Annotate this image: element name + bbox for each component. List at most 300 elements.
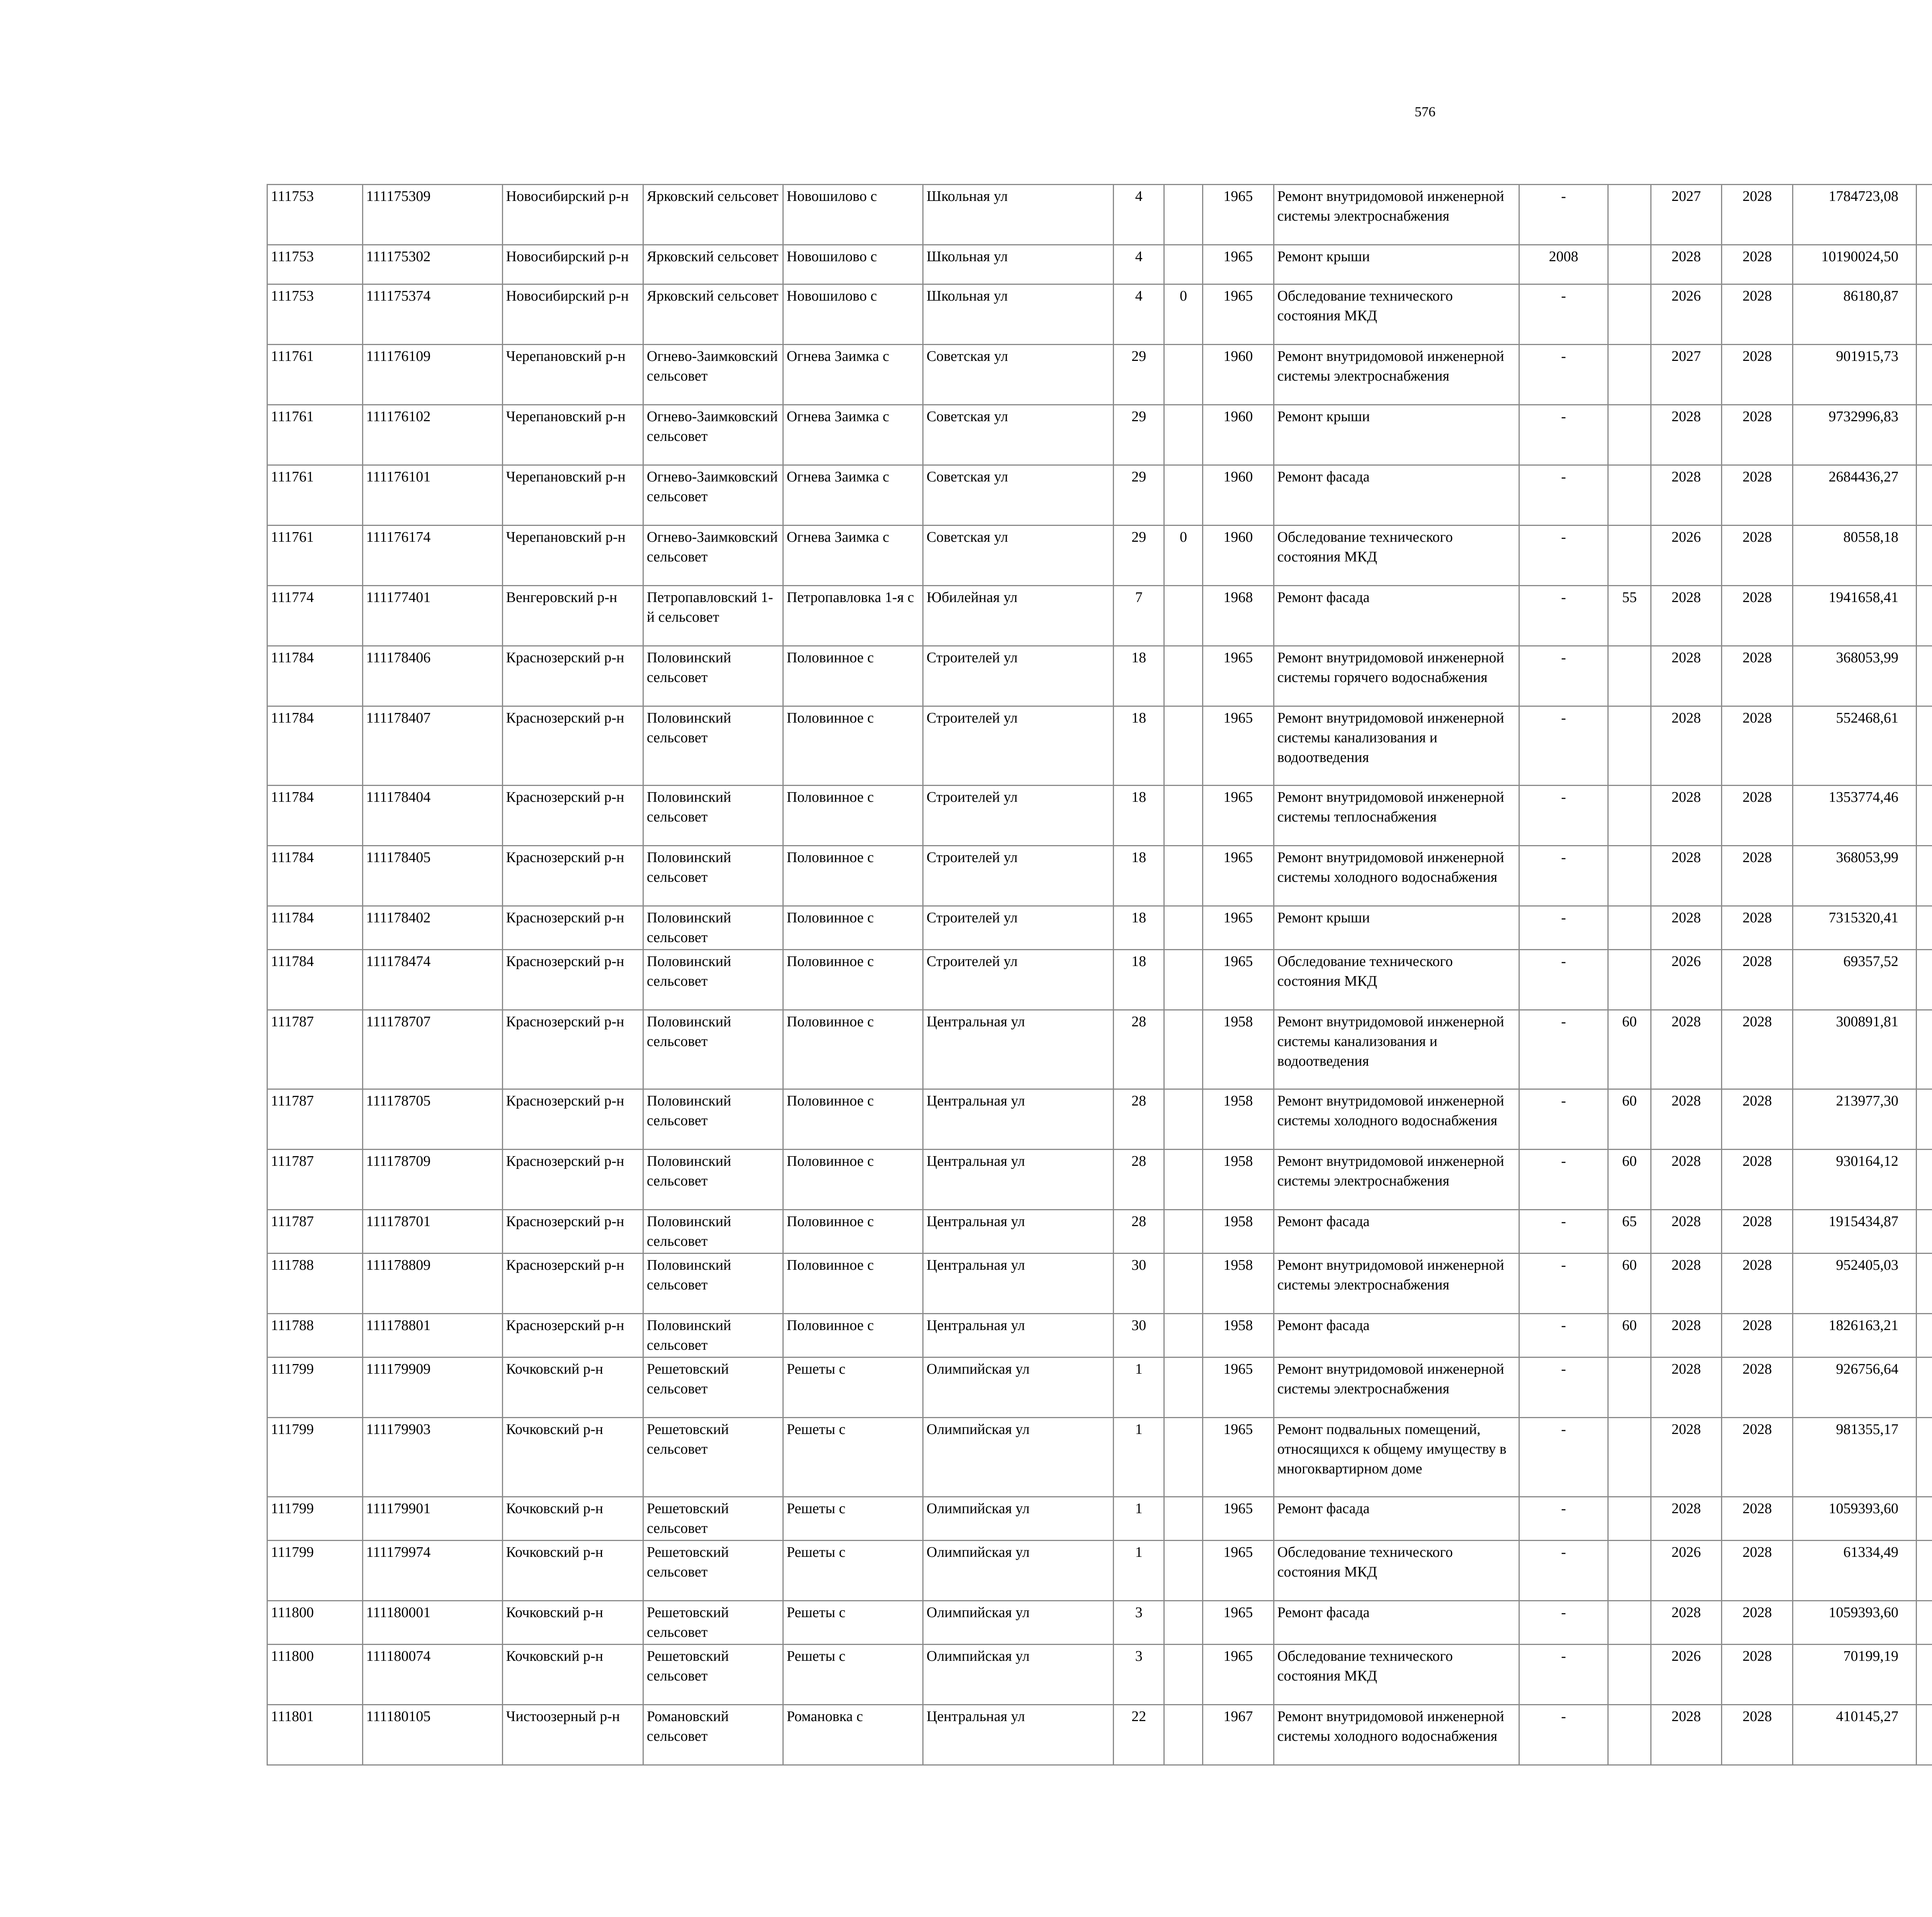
row-id-cell: 111800 xyxy=(267,1645,363,1705)
work-type-cell: Ремонт внутридомовой инженерной системы канализования и водоотведения xyxy=(1274,706,1519,786)
building-cell: 0 xyxy=(1164,526,1203,586)
street-cell: Олимпийская ул xyxy=(923,1357,1113,1418)
work-type-cell: Ремонт фасада xyxy=(1274,586,1519,646)
year-built-cell: 1967 xyxy=(1203,1705,1274,1765)
district-cell: Черепановский р-н xyxy=(502,345,643,405)
row-id-cell: 111774 xyxy=(267,586,363,646)
cell-12-cell xyxy=(1608,706,1651,786)
settlement-cell: Новошилово с xyxy=(783,185,923,245)
year-finish-cell: 2028 xyxy=(1722,465,1793,526)
cost-fund-cell xyxy=(1916,1210,1932,1254)
work-type-cell: Ремонт внутридомовой инженерной системы электроснабжения xyxy=(1274,345,1519,405)
council-cell: Ярковский сельсовет xyxy=(643,245,783,284)
settlement-cell: Половинное с xyxy=(783,1210,923,1254)
year-planned-cell: 2028 xyxy=(1651,1089,1722,1150)
record-id-cell: 111178701 xyxy=(362,1210,502,1254)
year-built-cell: 1968 xyxy=(1203,586,1274,646)
year-finish-cell: 2028 xyxy=(1722,1541,1793,1601)
house-number-cell: 29 xyxy=(1114,526,1164,586)
settlement-cell: Половинное с xyxy=(783,906,923,950)
year-built-cell: 1965 xyxy=(1203,1357,1274,1418)
year-planned-cell: 2028 xyxy=(1651,1314,1722,1357)
street-cell: Центральная ул xyxy=(923,1254,1113,1314)
district-cell: Венгеровский р-н xyxy=(502,586,643,646)
cost-total-cell: 70199,19 xyxy=(1793,1645,1916,1705)
year-planned-cell: 2028 xyxy=(1651,245,1722,284)
record-id-cell: 111178809 xyxy=(362,1254,502,1314)
row-id-cell: 111753 xyxy=(267,185,363,245)
settlement-cell: Огнева Заимка с xyxy=(783,345,923,405)
year-built-cell: 1958 xyxy=(1203,1210,1274,1254)
year-finish-cell: 2028 xyxy=(1722,646,1793,706)
record-id-cell: 111179974 xyxy=(362,1541,502,1601)
building-cell xyxy=(1164,465,1203,526)
table-row xyxy=(267,586,1932,646)
record-id-cell: 111180074 xyxy=(362,1645,502,1705)
building-cell xyxy=(1164,1010,1203,1089)
cell-12-cell xyxy=(1608,405,1651,465)
year-planned-cell: 2027 xyxy=(1651,185,1722,245)
row-id-cell: 111784 xyxy=(267,906,363,950)
district-cell: Новосибирский р-н xyxy=(502,245,643,284)
settlement-cell: Половинное с xyxy=(783,950,923,1010)
year-planned-cell: 2028 xyxy=(1651,1357,1722,1418)
district-cell: Новосибирский р-н xyxy=(502,185,643,245)
year-built-cell: 1965 xyxy=(1203,1601,1274,1645)
council-cell: Петропавловский 1-й сельсовет xyxy=(643,586,783,646)
cell-12-cell xyxy=(1608,465,1651,526)
council-cell: Половинский сельсовет xyxy=(643,1010,783,1089)
work-type-cell: Ремонт внутридомовой инженерной системы холодного водоснабжения xyxy=(1274,1705,1519,1765)
house-number-cell: 18 xyxy=(1114,706,1164,786)
row-id-cell: 111761 xyxy=(267,465,363,526)
district-cell: Краснозерский р-н xyxy=(502,906,643,950)
cell-11-cell: - xyxy=(1519,345,1608,405)
settlement-cell: Половинное с xyxy=(783,1010,923,1089)
row-id-cell: 111761 xyxy=(267,405,363,465)
district-cell: Краснозерский р-н xyxy=(502,646,643,706)
cell-12-cell xyxy=(1608,185,1651,245)
year-finish-cell: 2028 xyxy=(1722,1418,1793,1497)
table-row xyxy=(267,786,1932,846)
cost-fund-cell xyxy=(1916,1601,1932,1645)
year-finish-cell: 2028 xyxy=(1722,1357,1793,1418)
row-id-cell: 111761 xyxy=(267,345,363,405)
year-built-cell: 1965 xyxy=(1203,185,1274,245)
record-id-cell: 111175309 xyxy=(362,185,502,245)
settlement-cell: Огнева Заимка с xyxy=(783,526,923,586)
table-row xyxy=(267,1601,1932,1645)
settlement-cell: Новошилово с xyxy=(783,284,923,345)
cell-12-cell: 60 xyxy=(1608,1314,1651,1357)
cost-total-cell: 2684436,27 xyxy=(1793,465,1916,526)
table-row xyxy=(267,526,1932,586)
registry-table xyxy=(267,184,1932,1766)
record-id-cell: 111179901 xyxy=(362,1497,502,1541)
year-built-cell: 1958 xyxy=(1203,1254,1274,1314)
street-cell: Центральная ул xyxy=(923,1150,1113,1210)
cost-fund-cell xyxy=(1916,1089,1932,1150)
cost-fund-cell xyxy=(1916,1010,1932,1089)
row-id-cell: 111784 xyxy=(267,786,363,846)
cost-total-cell: 213977,30 xyxy=(1793,1089,1916,1150)
cost-fund-cell xyxy=(1916,1150,1932,1210)
settlement-cell: Огнева Заимка с xyxy=(783,405,923,465)
building-cell: 0 xyxy=(1164,284,1203,345)
year-built-cell: 1960 xyxy=(1203,405,1274,465)
cost-total-cell: 410145,27 xyxy=(1793,1705,1916,1765)
table-row xyxy=(267,1150,1932,1210)
council-cell: Половинский сельсовет xyxy=(643,1314,783,1357)
year-finish-cell: 2028 xyxy=(1722,1089,1793,1150)
cell-11-cell: - xyxy=(1519,1497,1608,1541)
house-number-cell: 7 xyxy=(1114,586,1164,646)
record-id-cell: 111178406 xyxy=(362,646,502,706)
cell-12-cell xyxy=(1608,906,1651,950)
district-cell: Кочковский р-н xyxy=(502,1645,643,1705)
cell-11-cell: - xyxy=(1519,950,1608,1010)
year-planned-cell: 2028 xyxy=(1651,1254,1722,1314)
cost-total-cell: 300891,81 xyxy=(1793,1010,1916,1089)
year-planned-cell: 2028 xyxy=(1651,846,1722,906)
row-id-cell: 111799 xyxy=(267,1541,363,1601)
record-id-cell: 111180001 xyxy=(362,1601,502,1645)
building-cell xyxy=(1164,786,1203,846)
cost-fund-cell xyxy=(1916,786,1932,846)
work-type-cell: Ремонт внутридомовой инженерной системы теплоснабжения xyxy=(1274,786,1519,846)
year-built-cell: 1965 xyxy=(1203,706,1274,786)
building-cell xyxy=(1164,345,1203,405)
district-cell: Краснозерский р-н xyxy=(502,1314,643,1357)
year-planned-cell: 2028 xyxy=(1651,646,1722,706)
year-built-cell: 1965 xyxy=(1203,1497,1274,1541)
settlement-cell: Половинное с xyxy=(783,1089,923,1150)
table-row xyxy=(267,846,1932,906)
settlement-cell: Решеты с xyxy=(783,1497,923,1541)
district-cell: Краснозерский р-н xyxy=(502,950,643,1010)
council-cell: Половинский сельсовет xyxy=(643,1150,783,1210)
cost-fund-cell xyxy=(1916,465,1932,526)
council-cell: Огнево-Заимковский сельсовет xyxy=(643,345,783,405)
cost-total-cell: 69357,52 xyxy=(1793,950,1916,1010)
year-planned-cell: 2028 xyxy=(1651,465,1722,526)
year-finish-cell: 2028 xyxy=(1722,586,1793,646)
cell-11-cell: - xyxy=(1519,1418,1608,1497)
year-planned-cell: 2026 xyxy=(1651,284,1722,345)
district-cell: Кочковский р-н xyxy=(502,1601,643,1645)
cost-total-cell: 926756,64 xyxy=(1793,1357,1916,1418)
cell-12-cell: 65 xyxy=(1608,1210,1651,1254)
table-row xyxy=(267,1010,1932,1089)
row-id-cell: 111784 xyxy=(267,846,363,906)
year-planned-cell: 2026 xyxy=(1651,1541,1722,1601)
table-row xyxy=(267,906,1932,950)
street-cell: Центральная ул xyxy=(923,1010,1113,1089)
cell-11-cell: - xyxy=(1519,1089,1608,1150)
row-id-cell: 111761 xyxy=(267,526,363,586)
settlement-cell: Половинное с xyxy=(783,1314,923,1357)
year-planned-cell: 2028 xyxy=(1651,405,1722,465)
record-id-cell: 111177401 xyxy=(362,586,502,646)
year-built-cell: 1958 xyxy=(1203,1150,1274,1210)
table-row xyxy=(267,245,1932,284)
house-number-cell: 29 xyxy=(1114,465,1164,526)
settlement-cell: Половинное с xyxy=(783,846,923,906)
building-cell xyxy=(1164,1705,1203,1765)
year-finish-cell: 2028 xyxy=(1722,345,1793,405)
house-number-cell: 1 xyxy=(1114,1541,1164,1601)
cell-12-cell: 60 xyxy=(1608,1089,1651,1150)
district-cell: Кочковский р-н xyxy=(502,1418,643,1497)
street-cell: Строителей ул xyxy=(923,950,1113,1010)
cost-fund-cell xyxy=(1916,1497,1932,1541)
building-cell xyxy=(1164,185,1203,245)
year-built-cell: 1965 xyxy=(1203,245,1274,284)
row-id-cell: 111787 xyxy=(267,1010,363,1089)
cost-fund-cell xyxy=(1916,1418,1932,1497)
year-finish-cell: 2028 xyxy=(1722,786,1793,846)
year-planned-cell: 2028 xyxy=(1651,1010,1722,1089)
building-cell xyxy=(1164,1314,1203,1357)
cost-total-cell: 368053,99 xyxy=(1793,846,1916,906)
work-type-cell: Ремонт внутридомовой инженерной системы холодного водоснабжения xyxy=(1274,1089,1519,1150)
street-cell: Школьная ул xyxy=(923,185,1113,245)
cell-12-cell xyxy=(1608,1705,1651,1765)
table-row xyxy=(267,1705,1932,1765)
cost-fund-cell xyxy=(1916,1254,1932,1314)
district-cell: Краснозерский р-н xyxy=(502,846,643,906)
year-planned-cell: 2028 xyxy=(1651,1705,1722,1765)
record-id-cell: 111178709 xyxy=(362,1150,502,1210)
cost-fund-cell xyxy=(1916,906,1932,950)
council-cell: Половинский сельсовет xyxy=(643,950,783,1010)
work-type-cell: Ремонт фасада xyxy=(1274,1210,1519,1254)
work-type-cell: Ремонт внутридомовой инженерной системы горячего водоснабжения xyxy=(1274,646,1519,706)
table-row xyxy=(267,1418,1932,1497)
cell-11-cell: - xyxy=(1519,1150,1608,1210)
year-finish-cell: 2028 xyxy=(1722,1601,1793,1645)
year-planned-cell: 2028 xyxy=(1651,1497,1722,1541)
council-cell: Огнево-Заимковский сельсовет xyxy=(643,526,783,586)
record-id-cell: 111178405 xyxy=(362,846,502,906)
year-finish-cell: 2028 xyxy=(1722,1497,1793,1541)
cost-total-cell: 368053,99 xyxy=(1793,646,1916,706)
table-row xyxy=(267,345,1932,405)
building-cell xyxy=(1164,1645,1203,1705)
settlement-cell: Новошилово с xyxy=(783,245,923,284)
record-id-cell: 111175302 xyxy=(362,245,502,284)
house-number-cell: 1 xyxy=(1114,1357,1164,1418)
year-finish-cell: 2028 xyxy=(1722,1010,1793,1089)
district-cell: Краснозерский р-н xyxy=(502,1089,643,1150)
council-cell: Половинский сельсовет xyxy=(643,1254,783,1314)
council-cell: Романовский сельсовет xyxy=(643,1705,783,1765)
cost-total-cell: 901915,73 xyxy=(1793,345,1916,405)
settlement-cell: Половинное с xyxy=(783,646,923,706)
building-cell xyxy=(1164,405,1203,465)
year-built-cell: 1965 xyxy=(1203,846,1274,906)
work-type-cell: Ремонт внутридомовой инженерной системы электроснабжения xyxy=(1274,1150,1519,1210)
year-planned-cell: 2028 xyxy=(1651,906,1722,950)
row-id-cell: 111800 xyxy=(267,1601,363,1645)
house-number-cell: 18 xyxy=(1114,950,1164,1010)
building-cell xyxy=(1164,586,1203,646)
cost-fund-cell xyxy=(1916,185,1932,245)
house-number-cell: 4 xyxy=(1114,185,1164,245)
year-planned-cell: 2028 xyxy=(1651,586,1722,646)
district-cell: Краснозерский р-н xyxy=(502,1150,643,1210)
year-planned-cell: 2026 xyxy=(1651,1645,1722,1705)
cost-total-cell: 1784723,08 xyxy=(1793,185,1916,245)
row-id-cell: 111799 xyxy=(267,1357,363,1418)
year-planned-cell: 2028 xyxy=(1651,1418,1722,1497)
house-number-cell: 18 xyxy=(1114,906,1164,950)
street-cell: Советская ул xyxy=(923,405,1113,465)
cell-11-cell: - xyxy=(1519,786,1608,846)
council-cell: Решетовский сельсовет xyxy=(643,1418,783,1497)
council-cell: Ярковский сельсовет xyxy=(643,284,783,345)
settlement-cell: Половинное с xyxy=(783,786,923,846)
cost-fund-cell xyxy=(1916,1705,1932,1765)
cost-fund-cell xyxy=(1916,586,1932,646)
street-cell: Центральная ул xyxy=(923,1210,1113,1254)
cost-fund-cell xyxy=(1916,345,1932,405)
district-cell: Чистоозерный р-н xyxy=(502,1705,643,1765)
cell-11-cell: - xyxy=(1519,185,1608,245)
district-cell: Краснозерский р-н xyxy=(502,1254,643,1314)
cost-total-cell: 10190024,50 xyxy=(1793,245,1916,284)
cell-12-cell xyxy=(1608,1418,1651,1497)
work-type-cell: Обследование технического состояния МКД xyxy=(1274,526,1519,586)
cost-total-cell: 1941658,41 xyxy=(1793,586,1916,646)
building-cell xyxy=(1164,1089,1203,1150)
street-cell: Центральная ул xyxy=(923,1314,1113,1357)
house-number-cell: 18 xyxy=(1114,646,1164,706)
year-built-cell: 1958 xyxy=(1203,1089,1274,1150)
cell-12-cell xyxy=(1608,1357,1651,1418)
year-finish-cell: 2028 xyxy=(1722,1645,1793,1705)
year-finish-cell: 2028 xyxy=(1722,706,1793,786)
year-planned-cell: 2028 xyxy=(1651,1210,1722,1254)
year-planned-cell: 2028 xyxy=(1651,706,1722,786)
house-number-cell: 22 xyxy=(1114,1705,1164,1765)
cost-total-cell: 61334,49 xyxy=(1793,1541,1916,1601)
year-planned-cell: 2026 xyxy=(1651,950,1722,1010)
building-cell xyxy=(1164,1210,1203,1254)
house-number-cell: 28 xyxy=(1114,1010,1164,1089)
cost-total-cell: 1826163,21 xyxy=(1793,1314,1916,1357)
council-cell: Решетовский сельсовет xyxy=(643,1497,783,1541)
cell-12-cell: 55 xyxy=(1608,586,1651,646)
page-number: 576 xyxy=(1415,104,1435,119)
year-planned-cell: 2028 xyxy=(1651,786,1722,846)
council-cell: Ярковский сельсовет xyxy=(643,185,783,245)
row-id-cell: 111801 xyxy=(267,1705,363,1765)
work-type-cell: Ремонт фасада xyxy=(1274,1314,1519,1357)
cost-total-cell: 1353774,46 xyxy=(1793,786,1916,846)
cell-12-cell xyxy=(1608,846,1651,906)
table-row xyxy=(267,1210,1932,1254)
building-cell xyxy=(1164,1497,1203,1541)
settlement-cell: Решеты с xyxy=(783,1418,923,1497)
cost-fund-cell xyxy=(1916,950,1932,1010)
council-cell: Половинский сельсовет xyxy=(643,786,783,846)
year-planned-cell: 2028 xyxy=(1651,1601,1722,1645)
cell-11-cell: - xyxy=(1519,1357,1608,1418)
cell-12-cell xyxy=(1608,526,1651,586)
house-number-cell: 30 xyxy=(1114,1254,1164,1314)
work-type-cell: Ремонт внутридомовой инженерной системы электроснабжения xyxy=(1274,185,1519,245)
cell-12-cell xyxy=(1608,1645,1651,1705)
building-cell xyxy=(1164,1254,1203,1314)
cell-11-cell: - xyxy=(1519,465,1608,526)
row-id-cell: 111753 xyxy=(267,284,363,345)
street-cell: Олимпийская ул xyxy=(923,1645,1113,1705)
council-cell: Половинский сельсовет xyxy=(643,846,783,906)
cost-fund-cell xyxy=(1916,1357,1932,1418)
street-cell: Строителей ул xyxy=(923,706,1113,786)
street-cell: Строителей ул xyxy=(923,786,1113,846)
house-number-cell: 28 xyxy=(1114,1150,1164,1210)
cell-12-cell xyxy=(1608,1601,1651,1645)
cost-total-cell: 7315320,41 xyxy=(1793,906,1916,950)
cell-11-cell: - xyxy=(1519,846,1608,906)
cell-11-cell: - xyxy=(1519,1645,1608,1705)
council-cell: Половинский сельсовет xyxy=(643,646,783,706)
row-id-cell: 111784 xyxy=(267,646,363,706)
street-cell: Строителей ул xyxy=(923,846,1113,906)
year-finish-cell: 2028 xyxy=(1722,1705,1793,1765)
house-number-cell: 3 xyxy=(1114,1601,1164,1645)
cost-total-cell: 930164,12 xyxy=(1793,1150,1916,1210)
building-cell xyxy=(1164,950,1203,1010)
district-cell: Краснозерский р-н xyxy=(502,1010,643,1089)
record-id-cell: 111179909 xyxy=(362,1357,502,1418)
district-cell: Кочковский р-н xyxy=(502,1541,643,1601)
year-finish-cell: 2028 xyxy=(1722,245,1793,284)
cell-12-cell xyxy=(1608,646,1651,706)
district-cell: Черепановский р-н xyxy=(502,405,643,465)
table-row xyxy=(267,1089,1932,1150)
settlement-cell: Половинное с xyxy=(783,1254,923,1314)
street-cell: Центральная ул xyxy=(923,1705,1113,1765)
cost-fund-cell xyxy=(1916,1314,1932,1357)
cell-12-cell xyxy=(1608,786,1651,846)
year-built-cell: 1965 xyxy=(1203,1645,1274,1705)
street-cell: Советская ул xyxy=(923,526,1113,586)
council-cell: Решетовский сельсовет xyxy=(643,1645,783,1705)
cost-fund-cell xyxy=(1916,284,1932,345)
district-cell: Краснозерский р-н xyxy=(502,1210,643,1254)
building-cell xyxy=(1164,706,1203,786)
house-number-cell: 3 xyxy=(1114,1645,1164,1705)
street-cell: Юбилейная ул xyxy=(923,586,1113,646)
settlement-cell: Решеты с xyxy=(783,1541,923,1601)
council-cell: Половинский сельсовет xyxy=(643,706,783,786)
building-cell xyxy=(1164,906,1203,950)
year-finish-cell: 2028 xyxy=(1722,906,1793,950)
year-planned-cell: 2027 xyxy=(1651,345,1722,405)
house-number-cell: 1 xyxy=(1114,1418,1164,1497)
record-id-cell: 111180105 xyxy=(362,1705,502,1765)
cost-fund-cell xyxy=(1916,846,1932,906)
house-number-cell: 28 xyxy=(1114,1210,1164,1254)
cost-fund-cell xyxy=(1916,1645,1932,1705)
district-cell: Черепановский р-н xyxy=(502,465,643,526)
building-cell xyxy=(1164,1601,1203,1645)
row-id-cell: 111788 xyxy=(267,1314,363,1357)
cost-total-cell: 981355,17 xyxy=(1793,1418,1916,1497)
